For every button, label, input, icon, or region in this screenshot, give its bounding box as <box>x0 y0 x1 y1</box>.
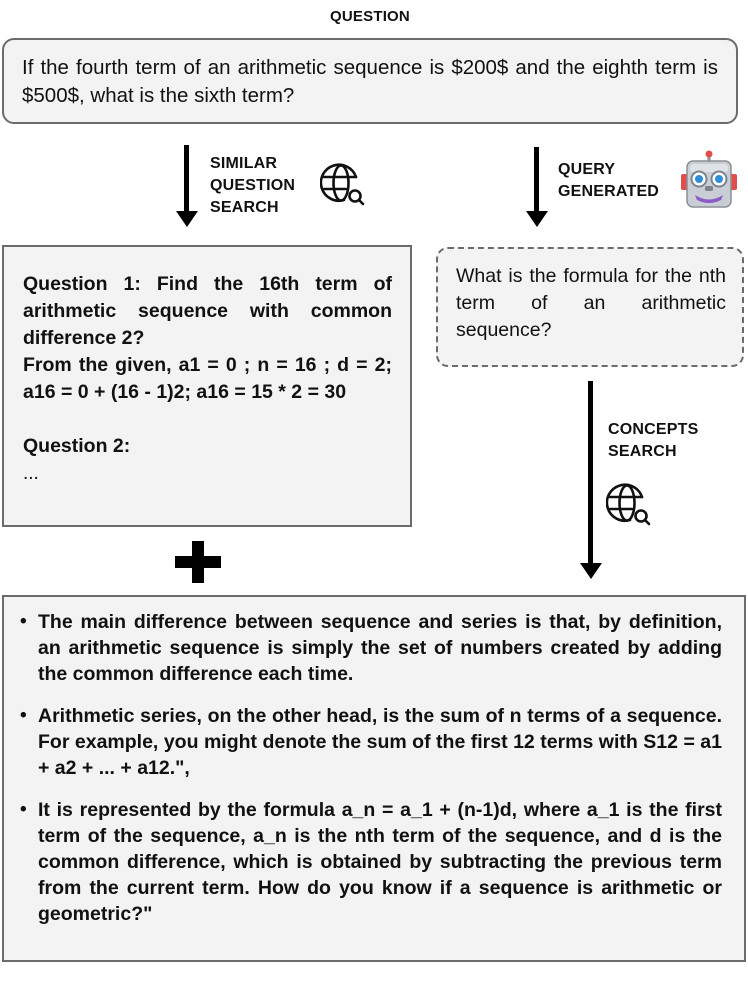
globe-search-icon <box>320 163 368 209</box>
question-label: QUESTION <box>330 8 410 25</box>
generated-query-box <box>436 247 744 367</box>
question-1-solution: From the given, a1 = 0 ; n = 16 ; d = 2; a16 = 0 + (16 - 1)2; a16 = 15 * 2 = 30 <box>23 354 392 403</box>
question-1-title: Question 1: Find the 16th term of arithmetic sequence with common difference 2? <box>23 273 392 349</box>
concept-item: • Arithmetic series, on the other head, is the sum of n terms of a sequence. For example, you might denote the sum of the first 12 terms with S12 = a1 + a2 + ... + a12.", <box>20 705 722 779</box>
robot-icon <box>680 150 738 212</box>
similar-questions-box <box>2 245 412 527</box>
similar-search-label: SIMILAR QUESTION SEARCH <box>210 155 296 216</box>
concepts-search-label: CONCEPTS SEARCH <box>608 421 699 460</box>
query-generated-arrow <box>526 147 548 229</box>
concept-item: • The main difference between sequence and series is that, by definition, an arithmetic sequence is simply the set of numbers created by adding the common difference each time. <box>20 611 722 685</box>
query-text: What is the formula for the nth term of an arithmetic sequence? <box>456 265 726 341</box>
query-generated-label: QUERY GENERATED <box>558 161 660 200</box>
concepts-search-arrow <box>580 381 602 581</box>
concepts-box <box>2 595 746 962</box>
similar-search-arrow <box>176 145 198 227</box>
globe-search-icon <box>606 483 654 529</box>
concepts-list <box>18 609 722 927</box>
ellipsis: ... <box>23 463 39 484</box>
concept-item: • It is represented by the formula a_n = a_1 + (n-1)d, where a_1 is the first term of the sequence, a_n is the nth term of the sequence, and d is the common difference, which is obtained by subtracting the previous term from the current term. How do you know if a sequence is arithmetic or geometric?" <box>20 799 722 925</box>
plus-icon <box>175 541 221 583</box>
question-box <box>2 38 738 124</box>
question-text: If the fourth term of an arithmetic sequence is $200$ and the eighth term is $500$, what is the sixth term? <box>22 56 718 107</box>
question-2-title: Question 2: <box>23 435 131 457</box>
